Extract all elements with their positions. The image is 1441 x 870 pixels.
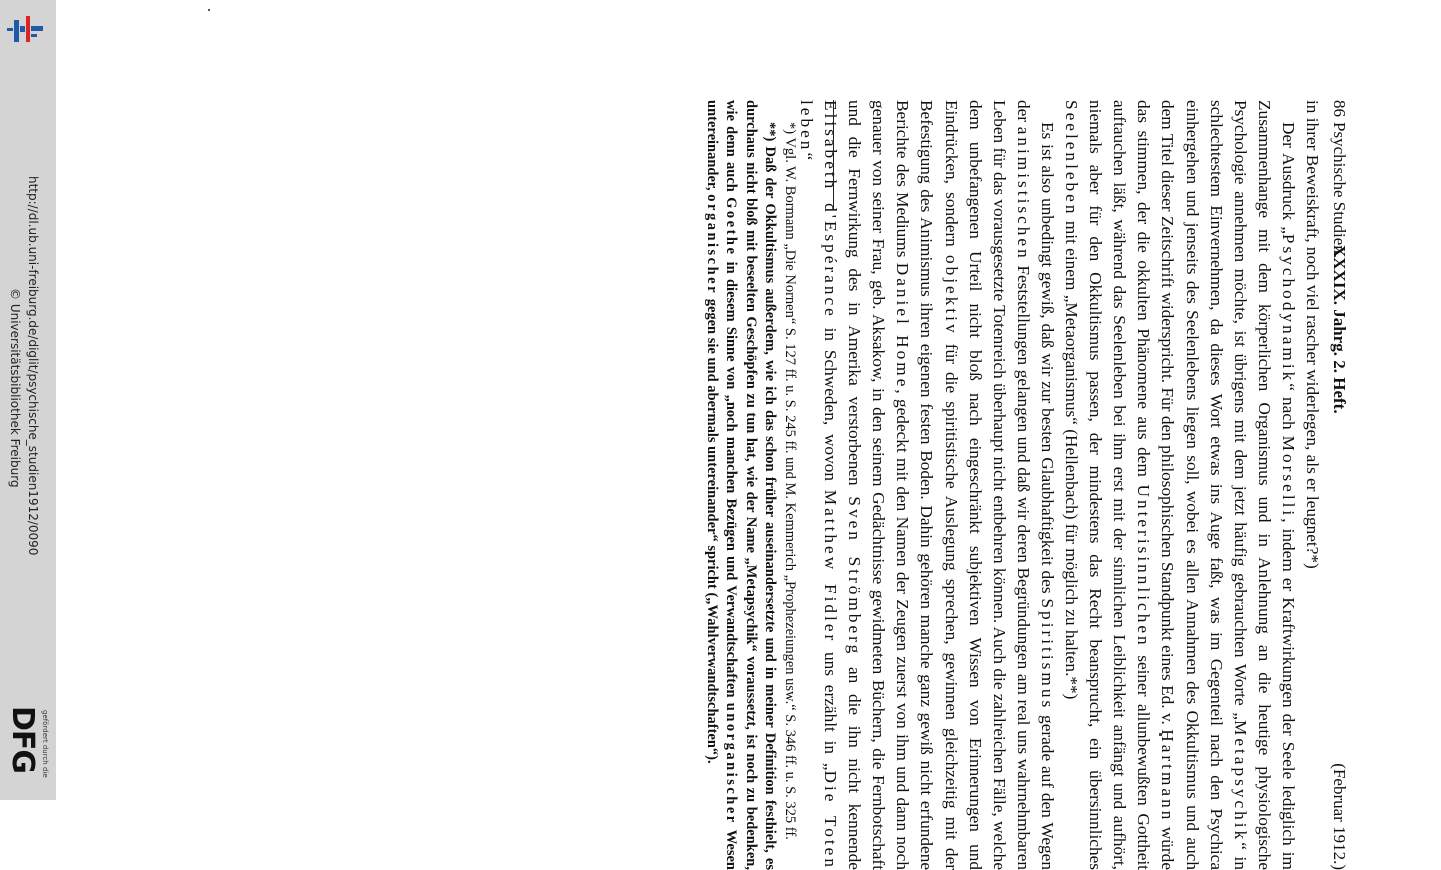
viewer-sidebar — [0, 0, 56, 800]
running-header — [1324, 100, 1354, 870]
body-text — [794, 100, 1324, 870]
page-number: 86 — [1330, 100, 1349, 117]
paragraph: Der Ausdruck „Psychodynamik“ nach Morselli, indem er Kraftwirkungen der Seele lediglich im Zusammenhange mit dem körperlichen Organismus und in Anlehnung an die heutige physiologische Psychologie annehmen möchte, ist übrigens mit dem jetzt häufig gebrauchten Worte „Metapsychik“ in schlechtestem Einvernehmen, da dieses Wort etwas ins Auge faßt, was im Gegenteil nach den Psychica einhergehen und jenseits des Seelenlebens liegen soll, wobei es allen Annahmen des Okkultismus und auch dem Titel dieser Zeitschrift widerspricht. Für den philosophischen Standpunkt eines Ed. v. Hartmann würde das stimmen, der die okkulten Phänomene aus dem Unterisinnlichen seiner allunbewußten Gottheit auftauchen läßt, während das Seelenleben bei ihm erst mit der sinnlichen Leiblichkeit anfängt und aufhört, niemals aber für den Okkultismus passen, der mindestens das Recht beansprucht, ein übersinnliches Seelenleben mit einem „Metaorganismus“ (Hellenbach) für möglich zu halten.**) — [1062, 100, 1298, 870]
journal-title: Psychische Studien. — [1330, 122, 1349, 258]
volume-issue: XXXIX. Jahrg. 2. Heft. — [1330, 245, 1349, 414]
footnote: **) Daß der Okkultismus außerdem, wie ich das schon früher auseinandersetzte und in meiner Definition festhielt, es durchaus nicht bloß mit beseelten Geschöpfen zu tun hat, wie der Name „Metapsychik“ voraussetzt, ist noch zu bedenken, wie denn auch Goethe in diesem Sinne von „noch manchen Bezügen und Verwandtschaften unorganischer Wesen untereinander, organischer gegen sie und abermals untereinander“ spricht („Wahlverwandtschaften“). — [704, 100, 779, 870]
source-url[interactable]: http://dl.ub.uni-freiburg.de/diglit/psychische_studien1912/0090 — [26, 176, 40, 556]
issue-date: (Februar 1912.) — [1330, 763, 1349, 870]
footnote-divider — [833, 100, 834, 210]
dfg-logo: DFG — [5, 706, 40, 774]
footnotes — [702, 100, 800, 870]
paragraph: in ihrer Beweiskraft, noch viel rascher widerlegen, als er leugnet?*) — [1303, 100, 1322, 569]
sponsor-caption: gefördert durch die — [41, 710, 49, 778]
copyright-notice: © Universitätsbibliothek Freiburg — [8, 288, 22, 488]
paragraph: Es ist also unbedingt gewiß, daß wir zur besten Glaubhaftigkeit des Spiritismus gerade auf den Wegen der animistischen Feststellungen gelangen und daß wir deren Begründungen am real uns wahrnehmbaren Leben für das vorausgesetzte Totenreich überhaupt nicht entbehren können. Auch die zahlreichen Fälle, welche dem unbefangenen Urteil nicht bloß nach eingeschränkt subjektiven Wissen von Erinnerungen und Eindrücken, sondern objektiv für die spiritistische Auslegung sprechen, gewinnen gleichzeitig mit der Befestigung des Animismus ihren eigenen festen Boden. Dahin gehören manche ganz gewiß nicht erfundene Berichte des Mediums Daniel Home, gedeckt mit den Namen der Zeugen zuerst von ihm und dann noch genauer von seiner Frau, geb. Aksakow, in den seinem Gedächtnisse gewidmeten Büchern, die Fernbotschaft und die Fernwirkung des in Amerika verstorbenen Sven Strömberg an die ihn nicht kennende Elisabeth d'Espérance in Schweden, wovon Matthew Fidler uns erzählt in „Die Toten leben“ — [797, 100, 1057, 870]
scanned-page — [354, 100, 1354, 870]
footnote: *) Vgl. W. Bormann „Die Nornen“ S. 127 ff. u. S. 245 ff. und M. Kemmerich „Prophezeiungen usw.“ S. 346 ff. u. S. 325 ff. — [782, 122, 798, 840]
scan-speck — [208, 9, 210, 11]
university-library-logo-icon — [4, 6, 46, 48]
